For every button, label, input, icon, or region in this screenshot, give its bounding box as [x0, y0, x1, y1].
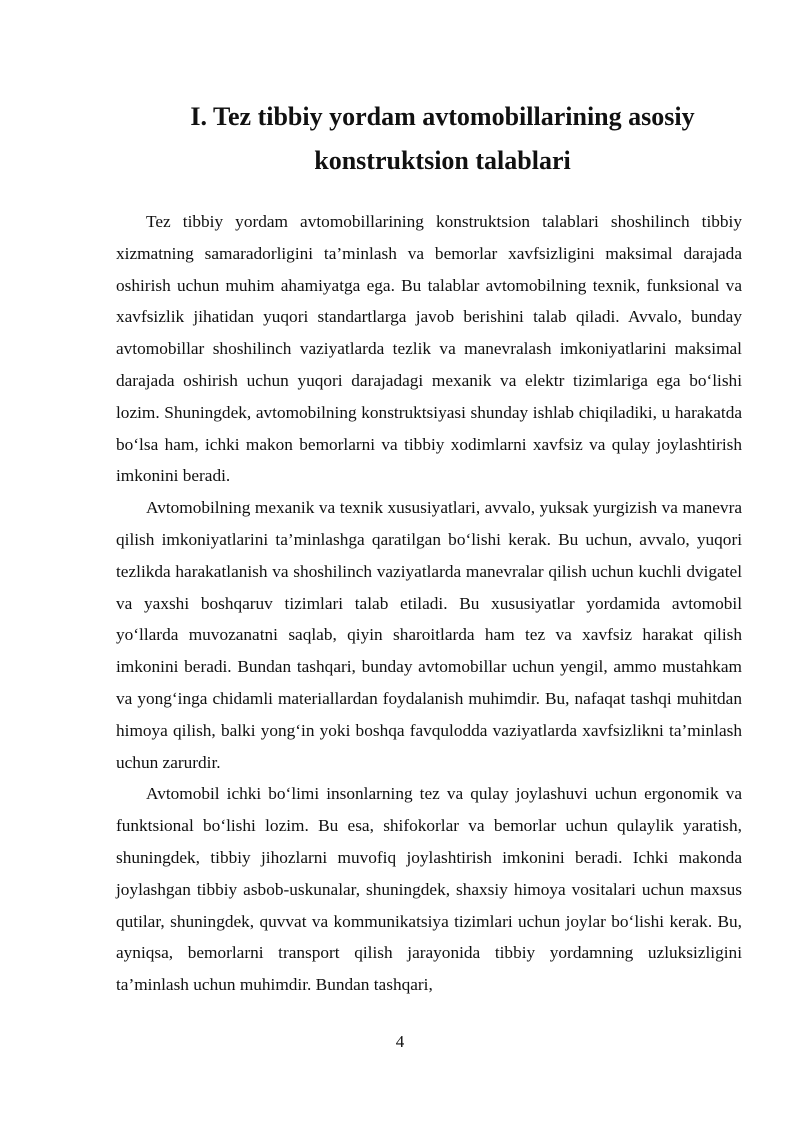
- page-number: 4: [395, 1032, 405, 1051]
- section-heading-line-2: konstruktsion talablari: [314, 146, 571, 175]
- paragraph-1: Tez tibbiy yordam avtomobillarining konstruktsion talablari shoshilinch tibbiy xizmatning samaradorligini ta’minlash va bemorlar xavfsizligini maksimal darajada oshirish uchun muhim ahamiyatga ega. Bu talablar avtomobilning texnik, funksional va xavfsizlik jihatidan yuqori standartlarga javob berishini talab qiladi. Avvalo, bunday avtomobillar shoshilinch vaziyatlarda tezlik va manevralash imkoniyatlarini maksimal darajada oshirish uchun yuqori darajadagi mexanik va elektr tizimlariga ega bo‘lishi lozim. Shuningdek, avtomobilning konstruktsiyasi shunday ishlab chiqiladiki, u harakatda bo‘lsa ham, ichki makon bemorlarni va tibbiy xodimlarni xavfsiz va qulay joylashtirish imkonini beradi.: [116, 212, 742, 486]
- paragraph-2: Avtomobilning mexanik va texnik xususiyatlari, avvalo, yuksak yurgizish va manevra qilish imkoniyatlarini ta’minlashga qaratilgan bo‘lishi kerak. Bu uchun, avvalo, yuqori tezlikda harakatlanish va shoshilinch vaziyatlarda manevralar qilish uchun kuchli dvigatel va yaxshi boshqaruv tizimlari talab etiladi. Bu xususiyatlar yordamida avtomobil yo‘llarda muvozanatni saqlab, qiyin sharoitlarda ham tez va xavfsiz harakat qilish imkonini beradi. Bundan tashqari, bunday avtomobillar uchun yengil, ammo mustahkam va yong‘inga chidamli materiallardan foydalanish muhimdir. Bu, nafaqat tashqi muhitdan himoya qilish, balki yong‘in yoki boshqa favqulodda vaziyatlarda xavfsizlikni ta’minlash uchun zarurdir.: [116, 498, 742, 772]
- paragraph-3: Avtomobil ichki bo‘limi insonlarning tez va qulay joylashuvi uchun ergonomik va funktsional bo‘lishi lozim. Bu esa, shifokorlar va bemorlar uchun qulaylik yaratish, shuningdek, tibbiy jihozlarni muvofiq joylashtirish imkonini beradi. Ichki makonda joylashgan tibbiy asbob-uskunalar, shuningdek, shaxsiy himoya vositalari uchun maxsus qutilar, shuningdek, quvvat va kommunikatsiya tizimlari uchun joylar bo‘lishi kerak. Bu, ayniqsa, bemorlarni transport qilish jarayonida tibbiy yordamning uzluksizligini ta’minlash uchun muhimdir. Bundan tashqari,: [116, 784, 742, 995]
- body-text: [116, 206, 742, 1001]
- section-heading-line-1: I. Tez tibbiy yordam avtomobillarining asosiy: [190, 102, 695, 131]
